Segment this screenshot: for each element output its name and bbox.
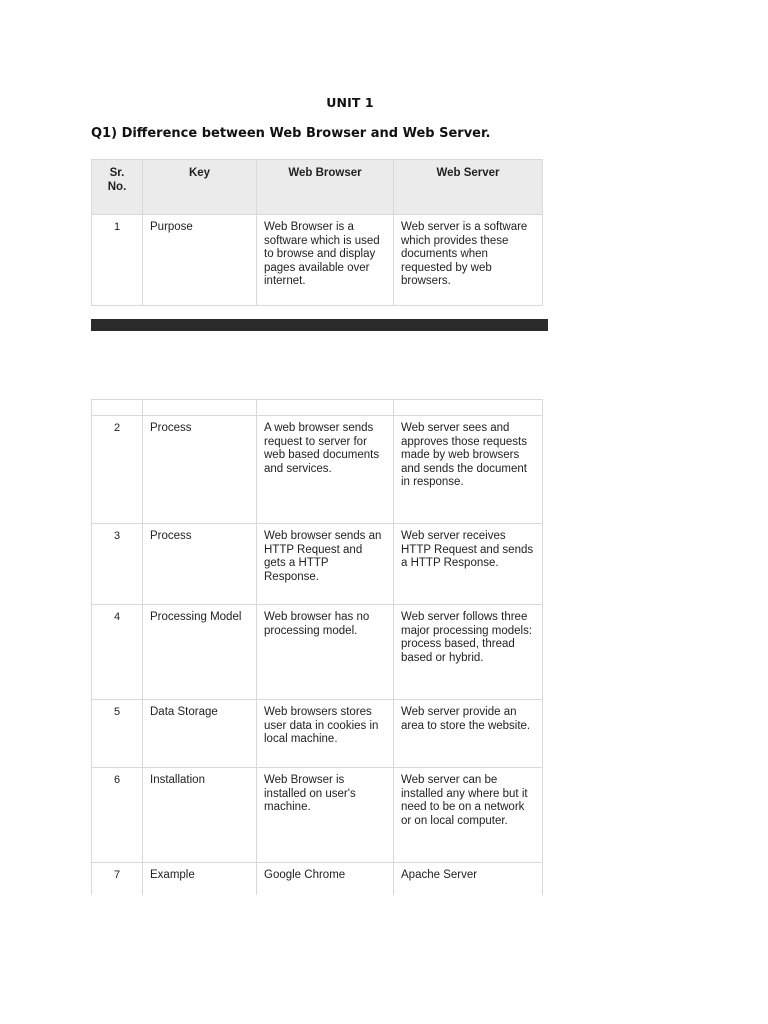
row-browser: Google Chrome — [257, 863, 394, 895]
row-browser: Web Browser is installed on user's machine. — [257, 768, 394, 863]
row-browser: Web browsers stores user data in cookies in local machine. — [257, 700, 394, 768]
row-browser: Web browser sends an HTTP Request and gets a HTTP Response. — [257, 524, 394, 605]
table-row — [92, 416, 543, 524]
row-key: Process — [143, 416, 257, 524]
comparison-table-bottom — [91, 399, 543, 895]
header-sr-no — [92, 160, 143, 215]
header-sr-line1: Sr. — [109, 167, 125, 179]
row-server: Web server sees and approves those requests made by web browsers and sends the document in response. — [394, 416, 543, 524]
table-row — [92, 524, 543, 605]
row-key: Installation — [143, 768, 257, 863]
table-row — [92, 605, 543, 700]
row-sr-no: 2 — [92, 416, 143, 524]
header-web-server: Web Server — [394, 160, 543, 215]
unit-title: UNIT 1 — [326, 95, 374, 110]
row-browser: A web browser sends request to server for web based documents and services. — [257, 416, 394, 524]
row-sr-no: 4 — [92, 605, 143, 700]
header-key: Key — [143, 160, 257, 215]
question-heading: Q1) Difference between Web Browser and Web Server. — [91, 126, 491, 141]
page-break-bar — [91, 319, 548, 331]
row-browser: Web browser has no processing model. — [257, 605, 394, 700]
row-sr-no: 5 — [92, 700, 143, 768]
row-sr-no: 3 — [92, 524, 143, 605]
row-server: Web server can be installed any where but it need to be on a network or on local computer. — [394, 768, 543, 863]
table-row — [92, 700, 543, 768]
row-server: Apache Server — [394, 863, 543, 895]
row-key: Process — [143, 524, 257, 605]
table-row — [92, 768, 543, 863]
row-key: Data Storage — [143, 700, 257, 768]
row-key: Purpose — [143, 215, 257, 306]
row-sr-no: 6 — [92, 768, 143, 863]
table-row — [92, 215, 543, 306]
header-sr-line2: No. — [107, 180, 127, 193]
table-row — [92, 863, 543, 895]
header-web-browser: Web Browser — [257, 160, 394, 215]
row-server: Web server provide an area to store the website. — [394, 700, 543, 768]
row-browser: Web Browser is a software which is used to browse and display pages available over internet. — [257, 215, 394, 306]
row-sr-no: 1 — [92, 215, 143, 306]
comparison-table-top — [91, 159, 543, 306]
table-spacer-row — [92, 400, 543, 416]
row-server: Web server follows three major processing models: process based, thread based or hybrid. — [394, 605, 543, 700]
row-key: Example — [143, 863, 257, 895]
row-server: Web server receives HTTP Request and sends a HTTP Response. — [394, 524, 543, 605]
table-header-row — [92, 160, 543, 215]
row-sr-no: 7 — [92, 863, 143, 895]
row-key: Processing Model — [143, 605, 257, 700]
row-server: Web server is a software which provides these documents when requested by web browsers. — [394, 215, 543, 306]
